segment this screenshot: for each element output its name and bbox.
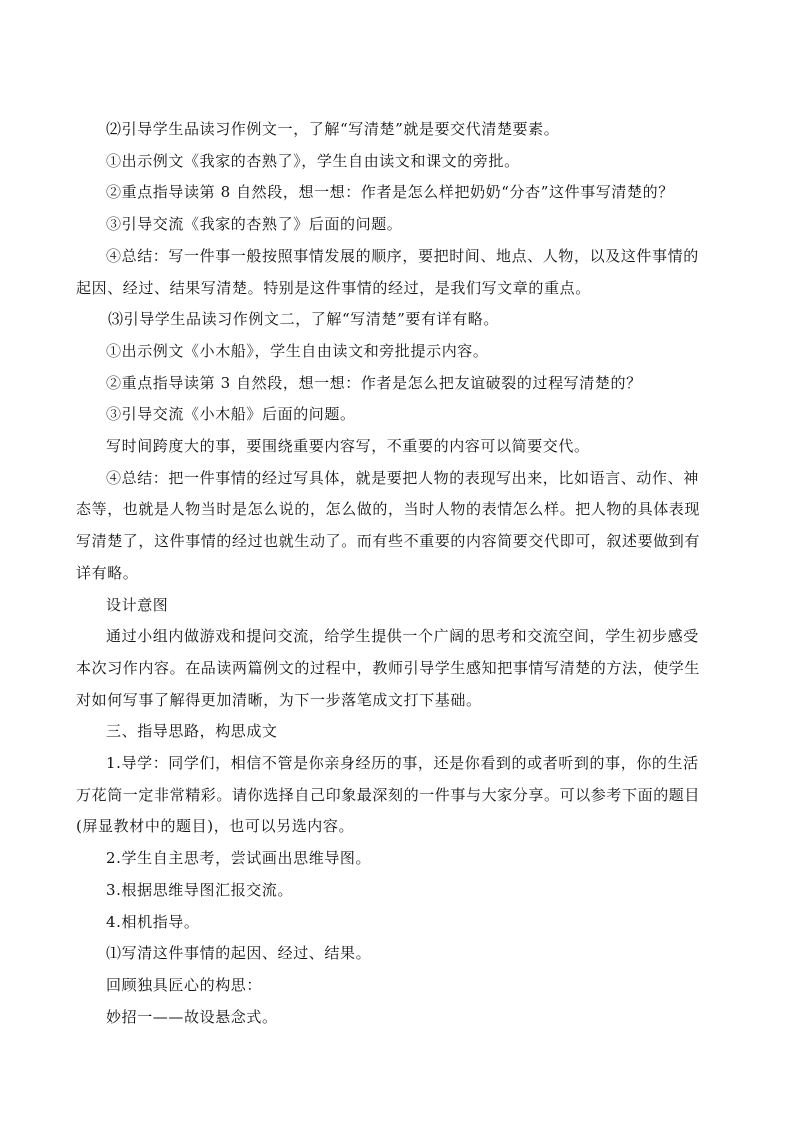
document-body [76, 114, 722, 1033]
paragraph-line: ⑶引导学生品读习作例文二，了解“写清楚”要有详有略。 [108, 310, 499, 329]
paragraph-line: 写清楚了，这件事情的经过也就生动了。而有些不重要的内容简要交代即可，叙述要做到有 [76, 532, 701, 551]
paragraph-line: 起因、经过、结果写清楚。特别是这件事情的经过，是我们写文章的重点。 [76, 278, 591, 297]
paragraph-line: ④总结：写一件事一般按照事情发展的顺序，要把时间、地点、人物，以及这件事情的 [106, 246, 699, 265]
paragraph-line: 对如何写事了解得更加清晰，为下一步落笔成文打下基础。 [76, 690, 482, 709]
paragraph-line: 1.导学：同学们，相信不管是你亲身经历的事，还是你看到的或者听到的事，你的生活 [106, 754, 699, 773]
paragraph-line: 写时间跨度大的事，要围绕重要内容写，不重要的内容可以简要交代。 [106, 437, 590, 456]
paragraph-line: 回顾独具匠心的构思： [106, 975, 263, 994]
paragraph-line: 2.学生自主思考，尝试画出思维导图。 [106, 849, 372, 868]
paragraph-line: ④总结：把一件事情的经过写具体，就是要把人物的表现写出来，比如语言、动作、神 [106, 468, 699, 487]
paragraph-line: ⑴写清这件事情的起因、经过、结果。 [106, 944, 372, 963]
paragraph-line: (屏显教材中的题目)，也可以另选内容。 [76, 817, 355, 836]
paragraph-line: ②重点指导读第 3 自然段，想一想：作者是怎么把友谊破裂的过程写清楚的？ [106, 373, 642, 392]
paragraph-line: 3.根据思维导图汇报交流。 [106, 880, 294, 899]
paragraph-line: 妙招一——故设悬念式。 [106, 1007, 278, 1026]
paragraph-line: 4.相机指导。 [106, 912, 200, 931]
paragraph-line: 通过小组内做游戏和提问交流，给学生提供一个广阔的思考和交流空间，学生初步感受 [106, 627, 699, 646]
paragraph-line: ①出示例文《小木船》，学生自由读文和旁批提示内容。 [106, 341, 489, 360]
paragraph-line: ③引导交流《我家的杏熟了》后面的问题。 [106, 215, 403, 234]
paragraph-line: ⑵引导学生品读习作例文一，了解“写清楚”就是要交代清楚要素。 [106, 120, 560, 138]
paragraph-line: ③引导交流《小木船》后面的问题。 [106, 405, 356, 424]
section-heading: 设计意图 [106, 595, 169, 614]
paragraph-line: 本次习作内容。在品读两篇例文的过程中，教师引导学生感知把事情写清楚的方法，使学生 [76, 658, 701, 677]
paragraph-line: 详有略。 [76, 563, 139, 582]
section-heading: 三、指导思路，构思成文 [106, 722, 278, 741]
paragraph-line: 态等，也就是人物当时是怎么说的，怎么做的，当时人物的表情怎么样。把人物的具体表现 [76, 500, 701, 519]
paragraph-line: ②重点指导读第 8 自然段，想一想：作者是怎么样把奶奶“分杏”这件事写清楚的？ [106, 183, 674, 202]
paragraph-line: ①出示例文《我家的杏熟了》，学生自由读文和课文的旁批。 [106, 151, 520, 170]
paragraph-line: 万花筒一定非常精彩。请你选择自己印象最深刻的一件事与大家分享。可以参考下面的题目 [76, 785, 701, 804]
